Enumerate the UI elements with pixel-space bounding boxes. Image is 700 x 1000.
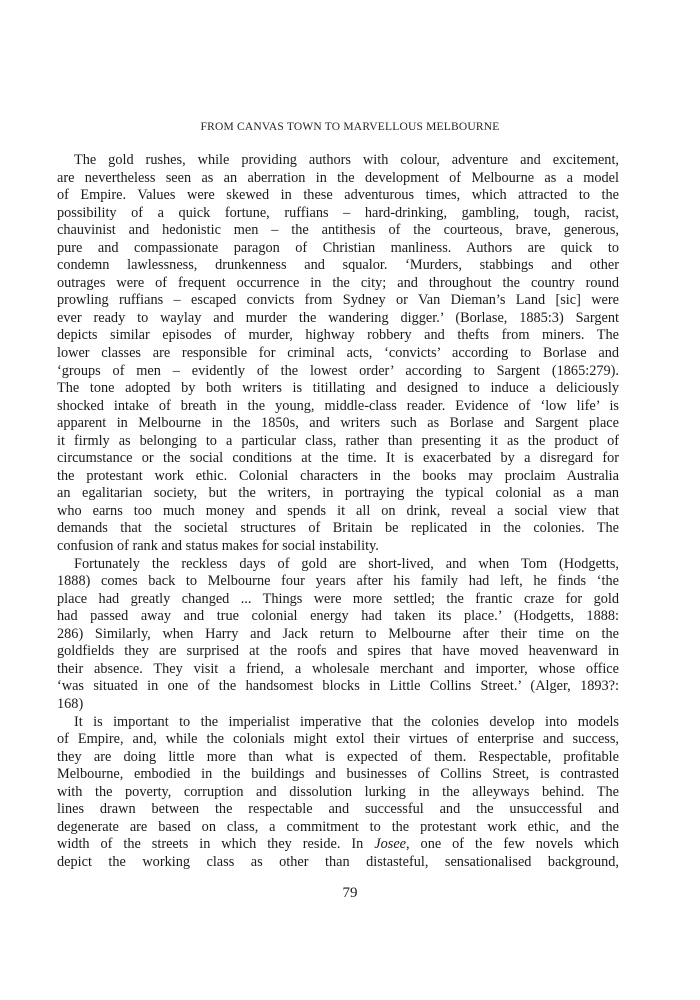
text-line: Melbourne, embodied in the buildings and businesses of Collins Street, is contrasted xyxy=(57,766,619,783)
text-line: condemn lawlessness, drunkenness and squalor. ‘Murders, stabbings and other xyxy=(57,257,619,274)
text-line: outrages were of frequent occurrence in the city; and throughout the country round xyxy=(57,274,619,291)
text-line: 168) xyxy=(57,695,84,712)
text-line: possibility of a quick fortune, ruffians – hard-drinking, gambling, tough, racist, xyxy=(57,204,619,221)
text-line: 286) Similarly, when Harry and Jack return to Melbourne after their time on the xyxy=(57,625,619,642)
text-line: the protestant work ethic. Colonial characters in the books may proclaim Australia xyxy=(57,467,619,484)
text-line: circumstance or the social conditions at the time. It is exacerbated by a disregard for xyxy=(57,450,619,467)
text-line: of Empire. Values were skewed in these adventurous times, which attracted to the xyxy=(57,187,619,204)
text-line: 1888) comes back to Melbourne four years after his family had left, he finds ‘the xyxy=(57,573,619,590)
running-head: FROM CANVAS TOWN TO MARVELLOUS MELBOURNE xyxy=(200,121,500,133)
text-line: had passed away and true colonial energy had taken its place.’ (Hodgetts, 1888: xyxy=(57,608,619,625)
page-number: 79 xyxy=(342,885,358,901)
text-line: prowling ruffians – escaped convicts from Sydney or Van Dieman’s Land [sic] were xyxy=(57,292,619,309)
text-line: width of the streets in which they reside. In Josee, one of the few novels which xyxy=(57,836,619,853)
text-line: The tone adopted by both writers is titillating and designed to induce a deliciously xyxy=(57,380,619,397)
text-line: they are doing little more than what is expected of them. Respectable, profitable xyxy=(57,748,619,765)
text-line: place had greatly changed ... Things were more settled; the frantic craze for gold xyxy=(57,590,619,607)
text-line: of Empire, and, while the colonials might extol their virtues of enterprise and success, xyxy=(57,731,619,748)
text-line: their absence. They visit a friend, a wholesale merchant and importer, whose office xyxy=(57,660,619,677)
text-line: degenerate are based on class, a commitment to the protestant work ethic, and the xyxy=(57,818,619,835)
body-text xyxy=(57,152,619,871)
text-line: The gold rushes, while providing authors with colour, adventure and excitement, xyxy=(74,152,619,168)
text-line: lower classes are responsible for criminal acts, ‘convicts’ according to Borlase and xyxy=(57,345,619,362)
text-line: are nevertheless seen as an aberration in the development of Melbourne as a model xyxy=(57,169,619,186)
text-line: goldfields they are surprised at the roofs and spires that have moved heavenward in xyxy=(57,643,619,660)
text-line: it firmly as belonging to a particular class, rather than presenting it as the product of xyxy=(57,432,619,449)
text-line: confusion of rank and status makes for social instability. xyxy=(57,538,379,555)
text-line: depict the working class as other than distasteful, sensationalised background, xyxy=(57,853,619,870)
text-line: ‘groups of men – evidently of the lowest order’ according to Sargent (1865:279). xyxy=(57,362,619,379)
text-line: Fortunately the reckless days of gold are short-lived, and when Tom (Hodgetts, xyxy=(74,555,619,572)
text-line: apparent in Melbourne in the 1850s, and writers such as Borlase and Sargent place xyxy=(57,415,619,432)
text-line: pure and compassionate paragon of Christian manliness. Authors are quick to xyxy=(57,239,619,256)
text-line: with the poverty, corruption and dissolution lurking in the alleyways behind. The xyxy=(57,783,619,800)
text-line: demands that the societal structures of Britain be replicated in the colonies. The xyxy=(57,520,619,537)
text-line: shocked intake of breath in the young, middle-class reader. Evidence of ‘low life’ is xyxy=(57,397,619,414)
text-line: ‘was situated in one of the handsomest blocks in Little Collins Street.’ (Alger, 1893?: xyxy=(57,678,619,695)
text-line: It is important to the imperialist imperative that the colonies develop into models xyxy=(74,713,619,730)
text-line: chauvinist and hedonistic men – the antithesis of the courteous, brave, generous, xyxy=(57,222,619,239)
text-line: depicts similar episodes of murder, highway robbery and thefts from miners. The xyxy=(57,327,619,344)
text-line: an egalitarian society, but the writers, in portraying the typical colonial as a man xyxy=(57,485,619,502)
text-line: ever ready to waylay and murder the wandering digger.’ (Borlase, 1885:3) Sargent xyxy=(57,309,619,326)
text-line: who earns too much money and spends it all on drink, reveal a social view that xyxy=(57,502,619,519)
text-line: lines drawn between the respectable and successful and the unsuccessful and xyxy=(57,801,619,818)
